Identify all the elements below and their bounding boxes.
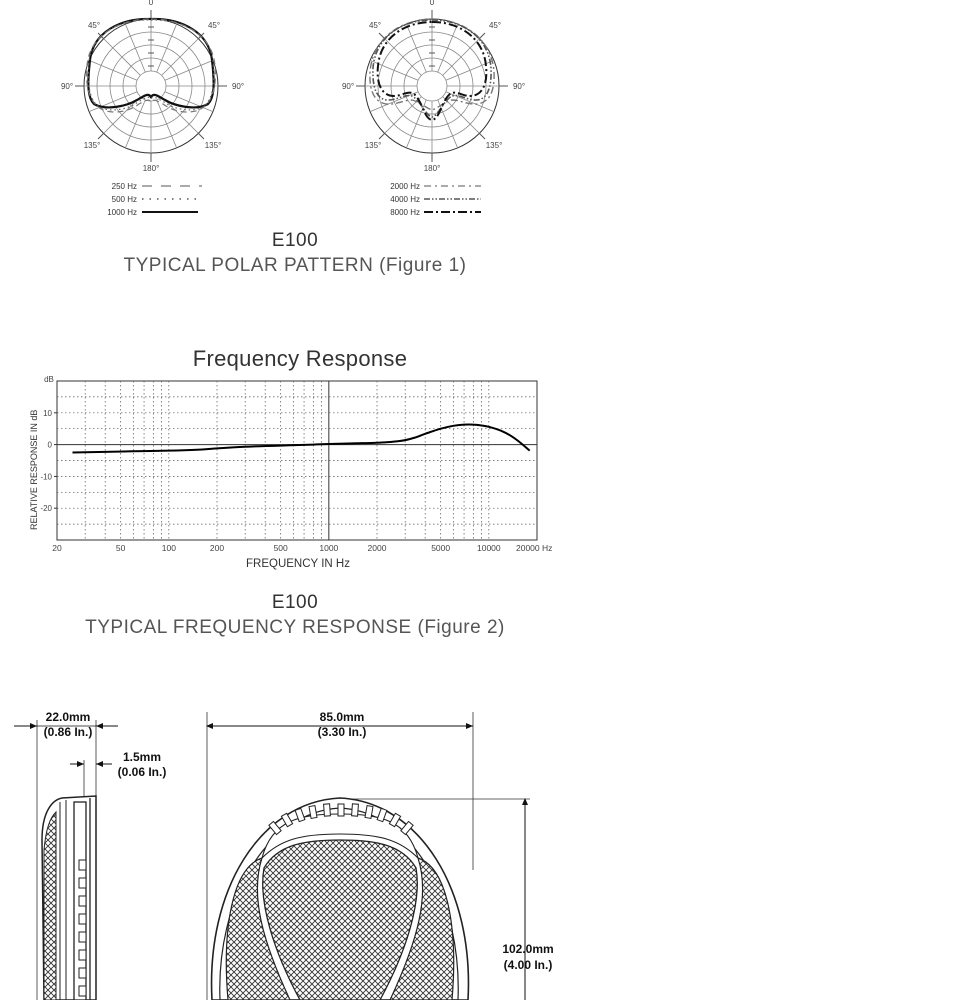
height-dimension-in: (4.00 In.) xyxy=(503,958,553,972)
depth-dimension-in: (0.86 In.) xyxy=(43,725,93,739)
front-view-drawing xyxy=(207,712,530,1000)
polar-left-legend xyxy=(107,182,202,217)
polar-left-label-90-right: 90° xyxy=(231,82,245,91)
figure1-model: E100 xyxy=(271,230,319,251)
polar-left-label-135-left: 135° xyxy=(83,141,101,150)
chart-y-unit: dB xyxy=(44,375,54,384)
chart-x-tick-label: 20 xyxy=(52,543,62,553)
polar-left-label-0: 0 xyxy=(148,0,154,7)
figure2-title: TYPICAL FREQUENCY RESPONSE (Figure 2) xyxy=(85,617,505,638)
thickness-dimension-mm: 1.5mm xyxy=(122,750,162,764)
polar-right-label-135-right: 135° xyxy=(485,141,503,150)
polar-right-label-90-right: 90° xyxy=(512,82,526,91)
chart-y-tick-label: 0 xyxy=(47,440,52,450)
chart-y-axis-label: RELATIVE RESPONSE IN dB xyxy=(29,409,39,530)
polar-left-label-45-left: 45° xyxy=(87,21,101,30)
chart-x-tick-label: 200 xyxy=(209,543,225,553)
polar-right-label-90-left: 90° xyxy=(341,82,355,91)
polar-patterns xyxy=(0,0,560,230)
polar-plot-left xyxy=(61,0,244,173)
polar-right-legend xyxy=(390,182,481,217)
polar-right-label-0: 0 xyxy=(429,0,435,7)
chart-x-tick-label: 100 xyxy=(161,543,176,553)
chart-x-tick-label: 10000 xyxy=(477,543,501,553)
legend-label-1000hz: 1000 Hz xyxy=(107,208,137,217)
chart-x-tick-label: 50 xyxy=(115,543,126,553)
polar-left-label-135-right: 135° xyxy=(204,141,222,150)
frequency-response-chart xyxy=(0,370,570,580)
thickness-dimension-in: (0.06 In.) xyxy=(117,765,167,779)
legend-label-4000hz: 4000 Hz xyxy=(390,195,420,204)
figure2-model: E100 xyxy=(271,592,319,613)
legend-label-2000hz: 2000 Hz xyxy=(390,182,420,191)
chart-x-axis-label: FREQUENCY IN Hz xyxy=(246,558,350,570)
frequency-chart-title: Frequency Response xyxy=(192,346,408,371)
chart-x-tick-label: 2000 xyxy=(367,543,387,553)
chart-y-tick-label: 10 xyxy=(43,408,52,418)
figure1-caption xyxy=(60,228,530,278)
dimension-drawings xyxy=(0,690,600,1000)
polar-right-label-45-right: 45° xyxy=(488,21,502,30)
height-dimension-mm: 102.0mm xyxy=(502,942,554,956)
polar-left-label-90-left: 90° xyxy=(60,82,74,91)
chart-x-tick-label: 500 xyxy=(273,543,288,553)
chart-x-tick-label: 20000 Hz xyxy=(516,543,553,553)
depth-dimension-mm: 22.0mm xyxy=(45,710,91,724)
polar-right-label-180: 180° xyxy=(423,164,441,173)
figure2-caption xyxy=(60,590,530,640)
chart-y-tick-label: -10 xyxy=(40,472,52,482)
polar-left-label-180: 180° xyxy=(142,164,160,173)
polar-plot-right xyxy=(342,0,525,173)
chart-y-tick-label: -20 xyxy=(40,504,52,514)
width-dimension-in: (3.30 In.) xyxy=(317,725,367,739)
legend-label-250hz: 250 Hz xyxy=(111,182,137,191)
polar-left-label-45-right: 45° xyxy=(207,21,221,30)
figure1-title: TYPICAL POLAR PATTERN (Figure 1) xyxy=(123,255,467,276)
chart-x-tick-label: 5000 xyxy=(431,543,451,553)
polar-right-label-45-left: 45° xyxy=(368,21,382,30)
legend-label-500hz: 500 Hz xyxy=(111,195,137,204)
polar-right-label-135-left: 135° xyxy=(364,141,382,150)
side-view-drawing xyxy=(14,720,118,1000)
chart-x-tick-label: 1000 xyxy=(319,543,339,553)
legend-label-8000hz: 8000 Hz xyxy=(390,208,420,217)
width-dimension-mm: 85.0mm xyxy=(319,710,365,724)
